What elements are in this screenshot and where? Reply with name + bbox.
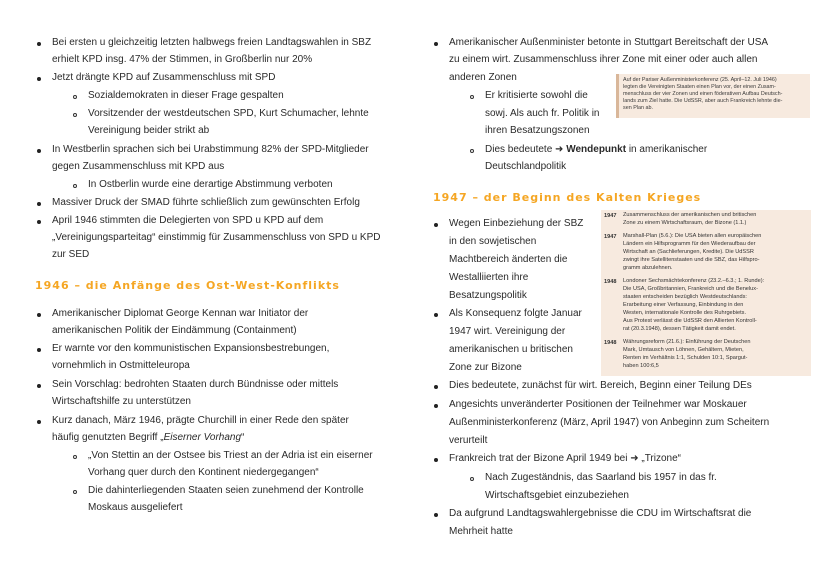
timeline-text: Zone zu einem Wirtschaftsraum, der Bizone (1.1.) xyxy=(623,220,747,226)
timeline-text: Wirtschaft an (Sachlieferungen, Kredite). Die UdSSR xyxy=(623,249,754,255)
bullet-dot xyxy=(37,420,41,424)
bullet-dot xyxy=(37,77,41,81)
sub-bullet-circle xyxy=(73,490,77,494)
timeline-year: 1948 xyxy=(604,340,617,346)
text-line: Machtbereich änderten die xyxy=(449,254,568,265)
text-line: zu einem wirt. Zusammenschluss ihrer Zone mit einer oder auch allen xyxy=(449,54,758,65)
text-line: Vereinigung beider strikt ab xyxy=(88,125,210,136)
churchill-line-end: “ xyxy=(241,432,245,443)
timeline-text: Ländern ein Hilfsprogramm für den Wiederaufbau der xyxy=(623,241,756,247)
text-line: anderen Zonen xyxy=(449,72,517,83)
bullet-dot xyxy=(434,313,438,317)
bullet-dot xyxy=(37,42,41,46)
timeline-text: Die USA, Großbritannien, Frankreich und die Benelux- xyxy=(623,286,758,292)
text-line: In Westberlin sprachen sich bei Urabstimmung 82% der SPD-Mitglieder xyxy=(52,144,369,155)
text-line: Als Konsequenz folgte Januar xyxy=(449,308,582,319)
text-line: zur SED xyxy=(52,249,90,260)
section-heading-1946: 1946 – die Anfänge des Ost-West-Konflikts xyxy=(35,279,340,292)
text-line: Wirtschaftsgebiet einzubeziehen xyxy=(485,490,629,501)
text-line: Die dahinterliegenden Staaten seien zunehmend der Kontrolle xyxy=(88,485,364,496)
bullet-dot xyxy=(434,458,438,462)
text-line: sowj. Als auch fr. Politik in xyxy=(485,108,600,119)
text-line: Dies bedeutete, zunächst für wirt. Bereich, Beginn einer Teilung DEs xyxy=(449,380,752,391)
text-line: Massiver Druck der SMAD führte schließlich zum gewünschten Erfolg xyxy=(52,197,360,208)
bullet-dot xyxy=(37,220,41,224)
bullet-dot xyxy=(434,513,438,517)
timeline-text: Zusammenschluss der amerikanischen und britischen xyxy=(623,212,757,218)
text-line: Bei ersten u gleichzeitig letzten halbwegs freien Landtagswahlen in SBZ xyxy=(52,37,372,48)
bullet-dot xyxy=(434,223,438,227)
timeline-text: Renten im Verhältnis 1:1, Schulden 10:1, Spargut- xyxy=(623,355,748,361)
text-line: Er warnte vor den kommunistischen Expansionsbestrebungen, xyxy=(52,343,330,354)
bullet-dot xyxy=(37,202,41,206)
text-line: Vorsitzender der westdeutschen SPD, Kurt Schumacher, lehnte xyxy=(88,108,369,119)
timeline-year: 1947 xyxy=(604,213,617,219)
sub-bullet-circle xyxy=(73,184,77,188)
timeline-text: rat (20.3.1948), dessen Tätigkeit damit endet. xyxy=(623,326,736,332)
timeline-text: haben 100:6,5 xyxy=(623,363,659,369)
info-line: lands zum Ziel hatte. Die UdSSR, aber auch Frankreich lehnte die- xyxy=(623,98,783,104)
wende-post: in amerikanischer xyxy=(626,144,708,155)
wende-pre: Dies bedeutete ➜ xyxy=(485,144,567,155)
timeline-year: 1948 xyxy=(604,279,617,285)
text-line xyxy=(52,431,244,444)
text-line: Besatzungspolitik xyxy=(449,290,527,301)
bullet-dot xyxy=(37,384,41,388)
timeline-text: zwingt ihre Satellitenstaaten und die SBZ, das Hilfspro- xyxy=(623,257,760,263)
text-line: Außenministerkonferenz (März, April 1947) von Anbeginn zum Scheitern xyxy=(449,417,770,428)
text-line: vornehmlich in Ostmitteleuropa xyxy=(52,360,190,371)
timeline-year: 1947 xyxy=(604,234,617,240)
text-line: Amerikanischer Außenminister betonte in Stuttgart Bereitschaft der USA xyxy=(449,37,769,48)
bullet-dot xyxy=(37,313,41,317)
text-line: Jetzt drängte KPD auf Zusammenschluss mit SPD xyxy=(52,72,276,83)
text-line: „Vereinigungsparteitag“ einstimmig für Zusammenschluss von SPD u KPD xyxy=(52,232,381,243)
bullet-dot xyxy=(434,385,438,389)
bullet-dot xyxy=(37,348,41,352)
text-line: Angesichts unveränderter Positionen der Teilnehmer war Moskauer xyxy=(449,399,747,410)
text-line: In Ostberlin wurde eine derartige Abstimmung verboten xyxy=(88,179,333,190)
info-line: sen Plan ab. xyxy=(623,105,653,111)
churchill-line-start: häufig genutzten Begriff „ xyxy=(52,432,164,443)
text-line: April 1946 stimmten die Delegierten von SPD u KPD auf dem xyxy=(52,215,324,226)
text-line: Westalliierten ihre xyxy=(449,272,529,283)
churchill-term: Eiserner Vorhang xyxy=(163,432,242,443)
text-line: Vorhang quer durch den Kontinent niedergegangen“ xyxy=(88,467,319,478)
text-line: Mehrheit hatte xyxy=(449,526,513,537)
text-line: Da aufgrund Landtagswahlergebnisse die CDU im Wirtschaftsrat die xyxy=(449,508,752,519)
timeline-text: Aus Protest verlässt die UdSSR den Allierten Kontroll- xyxy=(623,318,757,324)
timeline-text: Londoner Sechsmächtekonferenz (23.2.–6.3.; 1. Runde): xyxy=(623,278,765,284)
text-line: erhielt KPD insg. 47% der Stimmen, in Großberlin nur 20% xyxy=(52,54,313,65)
text-line: Wegen Einbeziehung der SBZ xyxy=(449,218,584,229)
text-line: amerikanischen Politik der Eindämmung (Containment) xyxy=(52,325,297,336)
text-line: Sein Vorschlag: bedrohten Staaten durch Bündnisse oder mittels xyxy=(52,379,339,390)
timeline-text: Erarbeitung einer Verfassung, Einbindung in den xyxy=(623,302,744,308)
timeline-text: Mark, Umtausch von Löhnen, Gehältern, Mieten, xyxy=(623,347,744,353)
text-line: verurteilt xyxy=(449,435,488,446)
info-line: menschluss der vier Zonen und einen föderativen Aufbau Deutsch- xyxy=(623,91,783,97)
bullet-dot xyxy=(434,42,438,46)
text-line: Zone zur Bizone xyxy=(449,362,522,373)
wende-bold: Wendepunkt xyxy=(566,144,627,155)
timeline-text: staaten entscheiden bezüglich Westdeutschlands: xyxy=(623,294,747,300)
bullet-dot xyxy=(37,149,41,153)
sub-bullet-circle xyxy=(73,95,77,99)
text-line xyxy=(485,143,707,156)
text-line: ihren Besatzungszonen xyxy=(485,125,590,136)
sub-bullet-circle xyxy=(73,455,77,459)
text-line: Nach Zugeständnis, das Saarland bis 1957 in das fr. xyxy=(485,472,717,483)
text-line: Amerikanischer Diplomat George Kennan war Initiator der xyxy=(52,308,309,319)
sub-bullet-circle xyxy=(470,95,474,99)
text-line: Wirtschaftshilfe zu unterstützen xyxy=(52,396,191,407)
timeline-text: gramm abzulehnen. xyxy=(623,265,673,271)
text-line: amerikanischen u britischen xyxy=(449,344,573,355)
text-line: Sozialdemokraten in dieser Frage gespalten xyxy=(88,90,284,101)
sub-bullet-circle xyxy=(73,113,77,117)
bullet-dot xyxy=(434,404,438,408)
info-line: legten die Vereinigten Staaten einen Plan vor, der einen Zusam- xyxy=(623,84,776,90)
section-heading-1947: 1947 – der Beginn des Kalten Krieges xyxy=(433,191,702,204)
text-line: Kurz danach, März 1946, prägte Churchill in einer Rede den später xyxy=(52,415,349,426)
info-line: Auf der Pariser Außenministerkonferenz (25. April–12. Juli 1946) xyxy=(623,77,777,83)
info-box-paris xyxy=(616,74,810,118)
timeline-text: Westen, internationale Kontrolle des Ruhrgebiets. xyxy=(623,310,747,316)
text-line: gegen Zusammenschluss mit KPD aus xyxy=(52,161,225,172)
text-line: 1947 wirt. Vereinigung der xyxy=(449,326,566,337)
timeline-text: Währungsreform (21.6.): Einführung der Deutschen xyxy=(623,339,751,345)
text-line: Moskaus ausgeliefert xyxy=(88,502,183,513)
text-line: Frankreich trat der Bizone April 1949 bei ➜ „Trizone“ xyxy=(449,453,681,464)
sub-bullet-circle xyxy=(470,149,474,153)
timeline-text: Marshall-Plan (5.6.): Die USA bieten allen europäischen xyxy=(623,233,762,239)
timeline-box xyxy=(601,210,811,376)
sub-bullet-circle xyxy=(470,477,474,481)
text-line: „Von Stettin an der Ostsee bis Triest an der Adria ist ein eiserner xyxy=(88,450,373,461)
text-line: in den sowjetischen xyxy=(449,236,537,247)
text-line: Er kritisierte sowohl die xyxy=(485,90,588,101)
text-line: Deutschlandpolitik xyxy=(485,161,567,172)
